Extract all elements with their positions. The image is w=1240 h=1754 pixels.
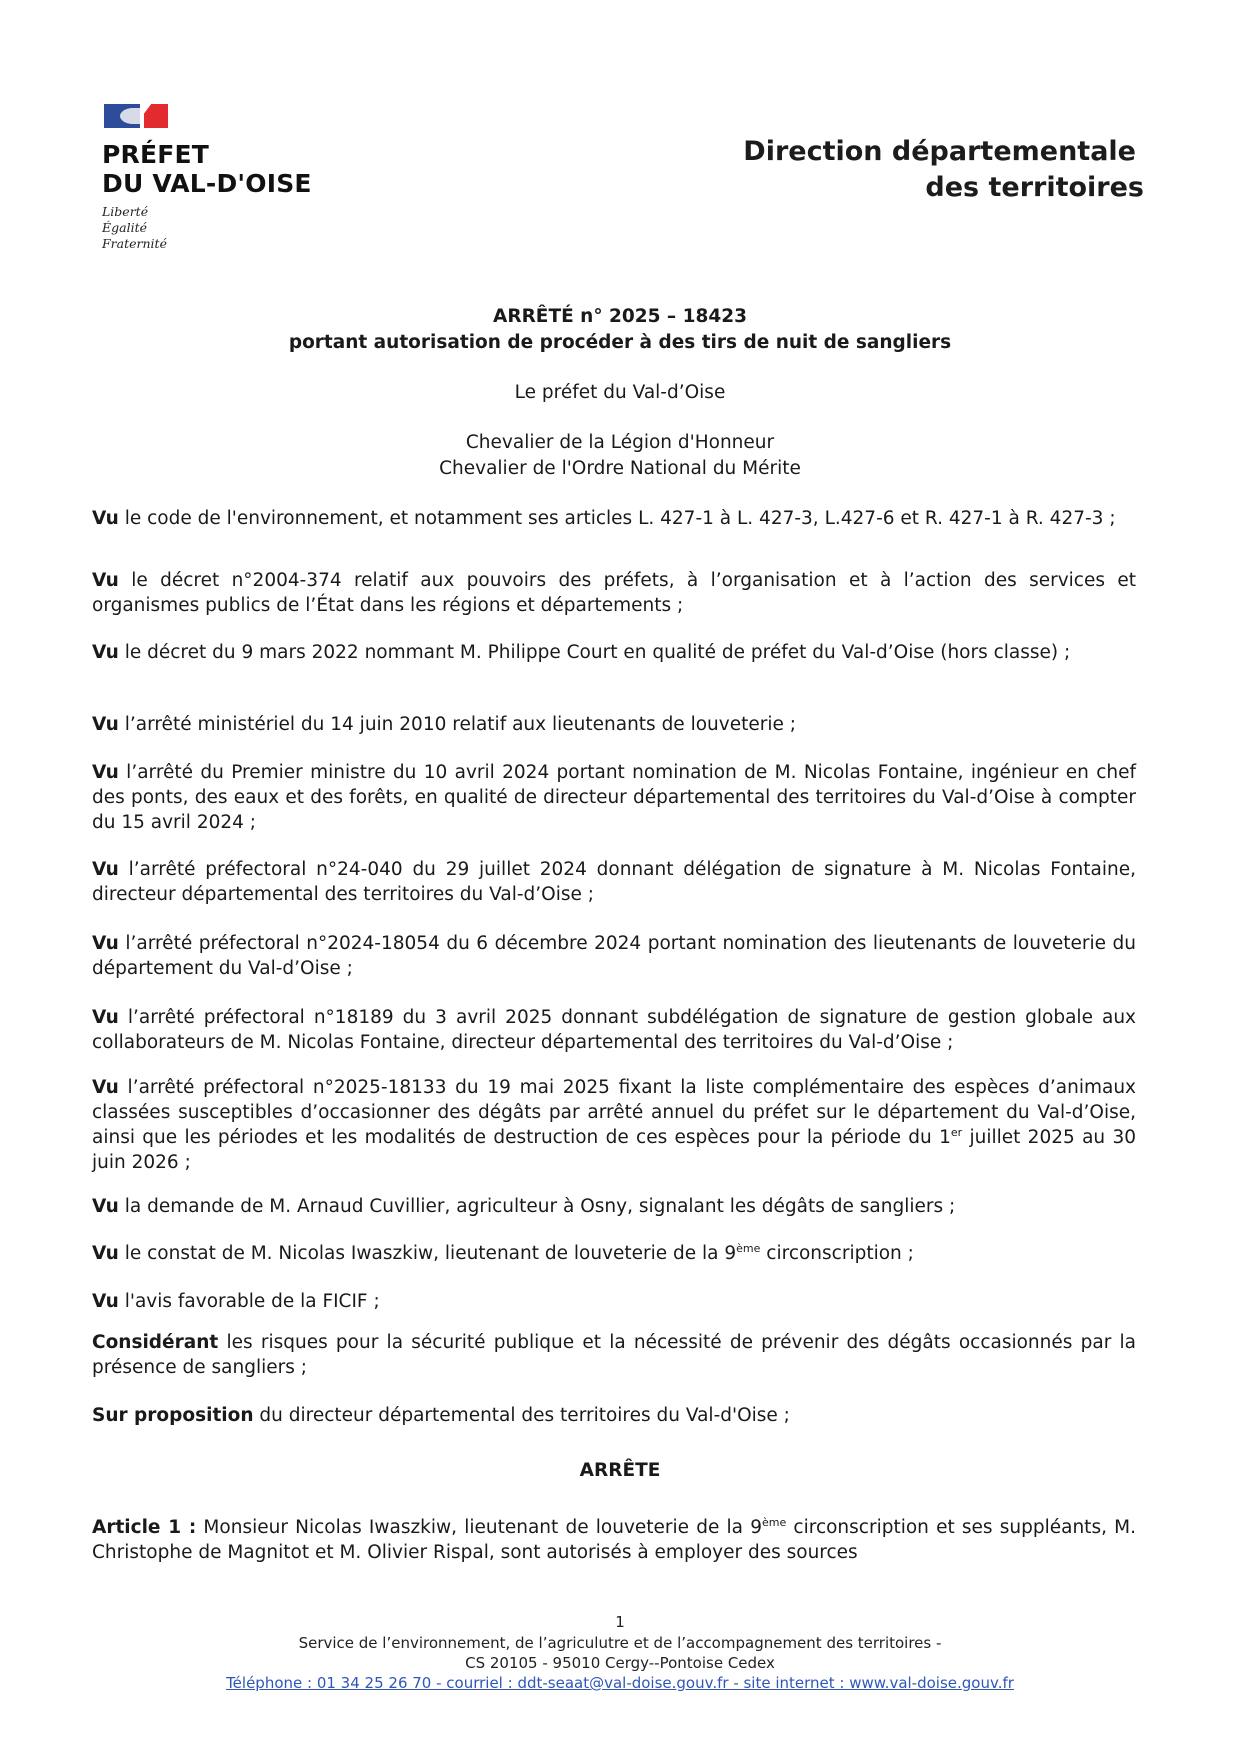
visa-paragraph: Vu l’arrêté préfectoral n°2024-18054 du 6 décembre 2024 portant nomination des lieutenants de louveterie du département du Val-d’Oise ; xyxy=(92,933,1136,979)
article-1: Article 1 : Monsieur Nicolas Iwaszkiw, lieutenant de louveterie de la 9ème circonscription et ses suppléants, M. Christophe de Magnitot et M. Olivier Rispal, sont autorisés à employer des sources xyxy=(92,1515,1136,1563)
proposition-paragraph: Sur proposition du directeur départemental des territoires du Val-d'Oise ; xyxy=(92,1405,790,1426)
marianne-flag-icon xyxy=(104,104,176,128)
visa-paragraph: Vu l’arrêté ministériel du 14 juin 2010 relatif aux lieutenants de louveterie ; xyxy=(92,714,796,735)
prefet-logo xyxy=(102,104,322,252)
visa-paragraph: Vu le code de l'environnement, et notamment ses articles L. 427-1 à L. 427-3, L.427-6 et R. 427-1 à R. 427-3 ; xyxy=(92,508,1116,529)
visa-paragraph: Vu l’arrêté du Premier ministre du 10 avril 2024 portant nomination de M. Nicolas Fontaine, ingénieur en chef des ponts, des eaux et des forêts, en qualité de directeur départemental des territoires du Val-d’Oise à compter du 15 avril 2024 ; xyxy=(92,762,1136,833)
visa-paragraph: Vu l’arrêté préfectoral n°18189 du 3 avril 2025 donnant subdélégation de signature de gestion globale aux collaborateurs de M. Nicolas Fontaine, directeur départemental des territoires du Val-d’Oise ; xyxy=(92,1007,1136,1053)
prefet-line: Le préfet du Val-d’Oise xyxy=(514,382,726,403)
visa-paragraph: Vu la demande de M. Arnaud Cuvillier, agriculteur à Osny, signalant les dégâts de sangliers ; xyxy=(92,1196,956,1217)
footer-service: Service de l’environnement, de l’agriculutre et de l’accompagnement des territoires - xyxy=(298,1634,942,1652)
visa-paragraph: Vu l’arrêté préfectoral n°2025-18133 du 19 mai 2025 fixant la liste complémentaire des espèces d’animaux classées susceptibles d’occasionner des dégâts par arrêté annuel du préfet sur le département du Val-d’Oise, ainsi que les périodes et les modalités de destruction de ces espèces pour la période du 1er juillet 2025 au 30 juin 2026 ; xyxy=(92,1077,1136,1173)
republic-motto: Liberté Égalité Fraternité xyxy=(102,204,167,251)
prefecture-name: PRÉFET DU VAL-D'OISE xyxy=(102,140,312,198)
arrete-heading: ARRÊTE xyxy=(579,1460,661,1481)
visa-paragraph: Vu l'avis favorable de la FICIF ; xyxy=(92,1291,380,1312)
visa-paragraph: Vu le constat de M. Nicolas Iwaszkiw, lieutenant de louveterie de la 9ème circonscription ; xyxy=(92,1241,914,1264)
visa-paragraph: Vu le décret n°2004-374 relatif aux pouvoirs des préfets, à l’organisation et à l’action des services et organismes publics de l’État dans les régions et départements ; xyxy=(92,570,1136,616)
document-title: ARRÊTÉ n° 2025 – 18423 portant autorisation de procéder à des tirs de nuit de sangliers xyxy=(288,306,952,353)
footer-contact-link[interactable]: Téléphone : 01 34 25 26 70 - courriel : ddt-seaat@val-doise.gouv.fr - site internet : www.val-doise.gouv.fr xyxy=(226,1674,1014,1692)
considerant-paragraph: Considérant les risques pour la sécurité publique et la nécessité de prévenir des dégâts occasionnés par la présence de sangliers ; xyxy=(92,1332,1136,1378)
direction-heading: Direction départementale des territoires xyxy=(743,136,1144,203)
visa-paragraph: Vu l’arrêté préfectoral n°24-040 du 29 juillet 2024 donnant délégation de signature à M. Nicolas Fontaine, directeur départemental des territoires du Val-d’Oise ; xyxy=(92,859,1136,905)
footer-address: CS 20105 - 95010 Cergy--Pontoise Cedex xyxy=(465,1654,775,1672)
honours: Chevalier de la Légion d'Honneur Chevalier de l'Ordre National du Mérite xyxy=(439,432,801,479)
visa-paragraph: Vu le décret du 9 mars 2022 nommant M. Philippe Court en qualité de préfet du Val-d’Oise (hors classe) ; xyxy=(92,642,1071,663)
page-number: 1 xyxy=(615,1613,625,1631)
